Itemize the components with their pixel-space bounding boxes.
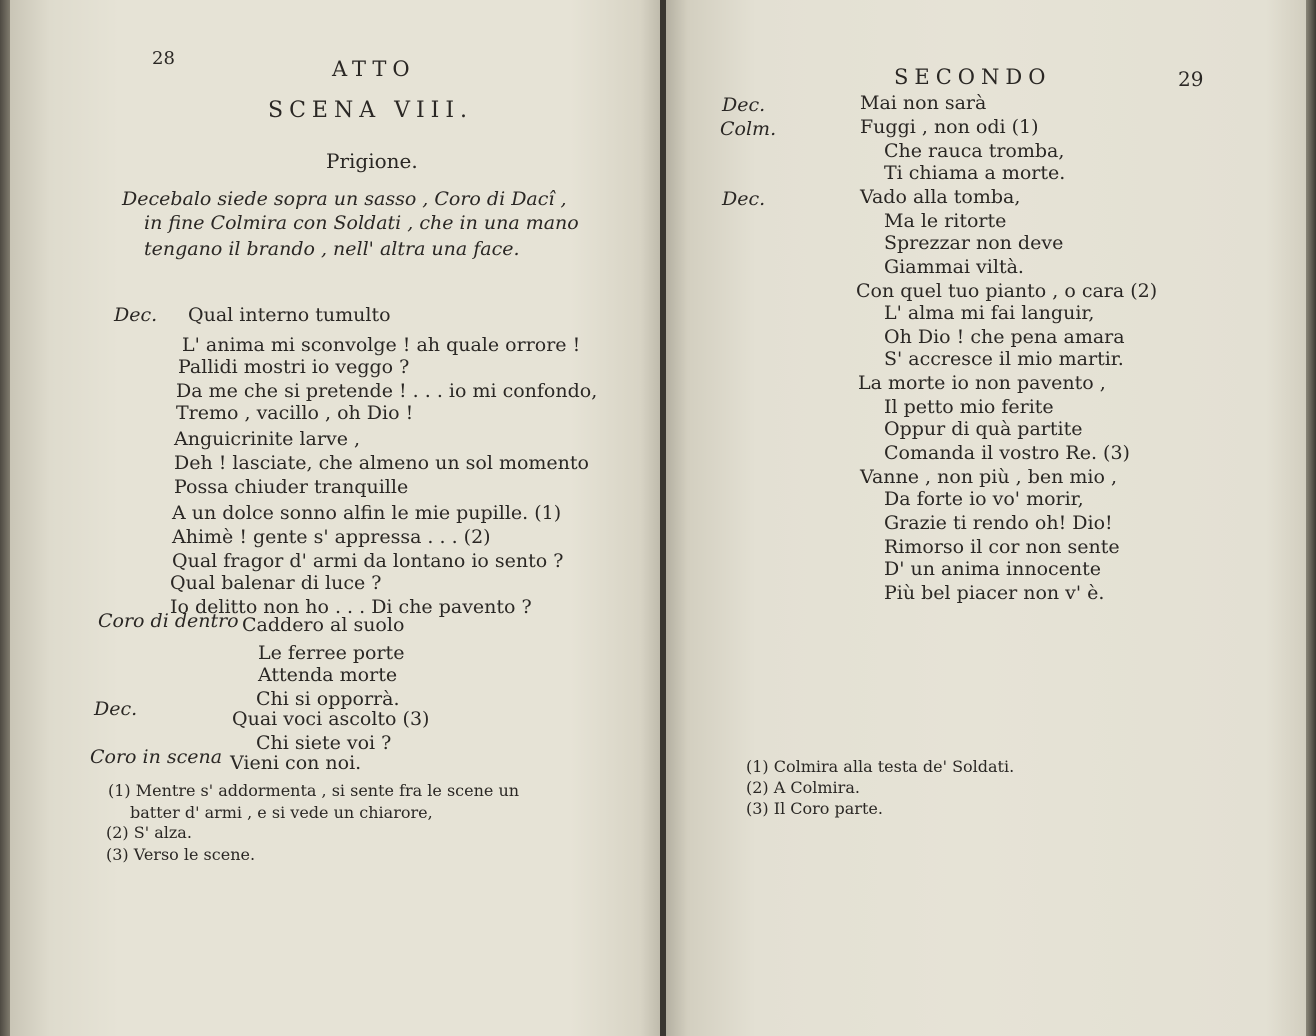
verse-line: Più bel piacer non v' è.: [884, 582, 1105, 604]
footnote: (1) Mentre s' addormenta , si sente fra le scene un: [108, 781, 520, 800]
verse-line: Caddero al suolo: [242, 614, 405, 636]
verse-line: Grazie ti rendo oh! Dio!: [884, 512, 1113, 534]
verse-line: Oppur di quà partite: [884, 418, 1083, 440]
right-page: [666, 0, 1306, 1036]
speaker-label: Dec.: [114, 304, 158, 326]
verse-line: Qual balenar di luce ?: [170, 572, 382, 594]
verse-line: S' accresce il mio martir.: [884, 348, 1124, 370]
verse-line: Anguicrinite larve ,: [174, 428, 361, 450]
verse-line: Oh Dio ! che pena amara: [884, 326, 1125, 348]
verse-line: Possa chiuder tranquille: [174, 476, 409, 498]
footnote: (2) A Colmira.: [746, 778, 860, 797]
footnote: (3) Il Coro parte.: [746, 799, 883, 818]
verse-line: Mai non sarà: [860, 92, 987, 114]
speaker-label: Coro in scena: [90, 746, 223, 768]
verse-line: Ti chiama a morte.: [884, 162, 1066, 184]
verse-line: Io delitto non ho . . . Di che pavento ?: [170, 596, 532, 618]
verse-line: L' alma mi fai languir,: [884, 302, 1095, 324]
verse-line: Da forte io vo' morir,: [884, 488, 1084, 510]
verse-line: Le ferree porte: [258, 642, 405, 664]
verse-line: Fuggi , non odi (1): [860, 116, 1039, 138]
verse-line: Chi si opporrà.: [256, 688, 400, 710]
running-head: SECONDO: [894, 65, 1052, 89]
speaker-label: Colm.: [720, 118, 777, 140]
verse-line: Attenda morte: [258, 664, 398, 686]
speaker-label: Dec.: [94, 698, 138, 720]
verse-line: D' un anima innocente: [884, 558, 1102, 580]
verse-line: Qual interno tumulto: [188, 304, 391, 326]
verse-line: Rimorso il cor non sente: [884, 536, 1120, 558]
stage-direction-line: in fine Colmira con Soldati , che in una mano: [144, 212, 579, 234]
verse-line: Comanda il vostro Re. (3): [884, 442, 1130, 464]
verse-line: Vanne , non più , ben mio ,: [860, 466, 1117, 488]
verse-line: L' anima mi sconvolge ! ah quale orrore !: [182, 334, 581, 356]
footnote: batter d' armi , e si vede un chiarore,: [130, 803, 433, 822]
footnote: (2) S' alza.: [106, 823, 192, 842]
verse-line: Qual fragor d' armi da lontano io sento ?: [172, 550, 564, 572]
stage-direction-line: tengano il brando , nell' altra una face.: [144, 238, 520, 260]
speaker-label: Dec.: [722, 94, 766, 116]
running-head: ATTO: [332, 57, 416, 81]
verse-line: Da me che si pretende ! . . . io mi confondo,: [176, 380, 598, 402]
verse-line: Vado alla tomba,: [860, 186, 1021, 208]
verse-line: Sprezzar non deve: [884, 232, 1064, 254]
verse-line: Che rauca tromba,: [884, 140, 1065, 162]
verse-line: Deh ! lasciate, che almeno un sol momento: [174, 452, 589, 474]
footnote: (1) Colmira alla testa de' Soldati.: [746, 757, 1015, 776]
verse-line: Con quel tuo pianto , o cara (2): [856, 280, 1158, 302]
verse-line: Chi siete voi ?: [256, 732, 392, 754]
left-page: [10, 0, 662, 1036]
speaker-label: Coro di dentro: [98, 610, 239, 632]
verse-line: Giammai viltà.: [884, 256, 1024, 278]
verse-line: Ahimè ! gente s' appressa . . . (2): [172, 526, 491, 548]
page-number: 29: [1178, 67, 1204, 91]
scene-title: SCENA VIII.: [268, 98, 474, 123]
speaker-label: Dec.: [722, 188, 766, 210]
verse-line: Tremo , vacillo , oh Dio !: [176, 402, 414, 424]
verse-line: Ma le ritorte: [884, 210, 1007, 232]
verse-line: La morte io non pavento ,: [858, 372, 1106, 394]
verse-line: A un dolce sonno alfin le mie pupille. (1): [172, 502, 562, 524]
verse-line: Il petto mio ferite: [884, 396, 1054, 418]
verse-line: Vieni con noi.: [230, 752, 362, 774]
page-number: 28: [152, 48, 175, 69]
verse-line: Quai voci ascolto (3): [232, 708, 430, 730]
stage-direction-line: Decebalo siede sopra un sasso , Coro di Dacî ,: [122, 188, 567, 210]
footnote: (3) Verso le scene.: [106, 845, 256, 864]
verse-line: Pallidi mostri io veggo ?: [178, 356, 410, 378]
scene-setting: Prigione.: [326, 149, 418, 173]
